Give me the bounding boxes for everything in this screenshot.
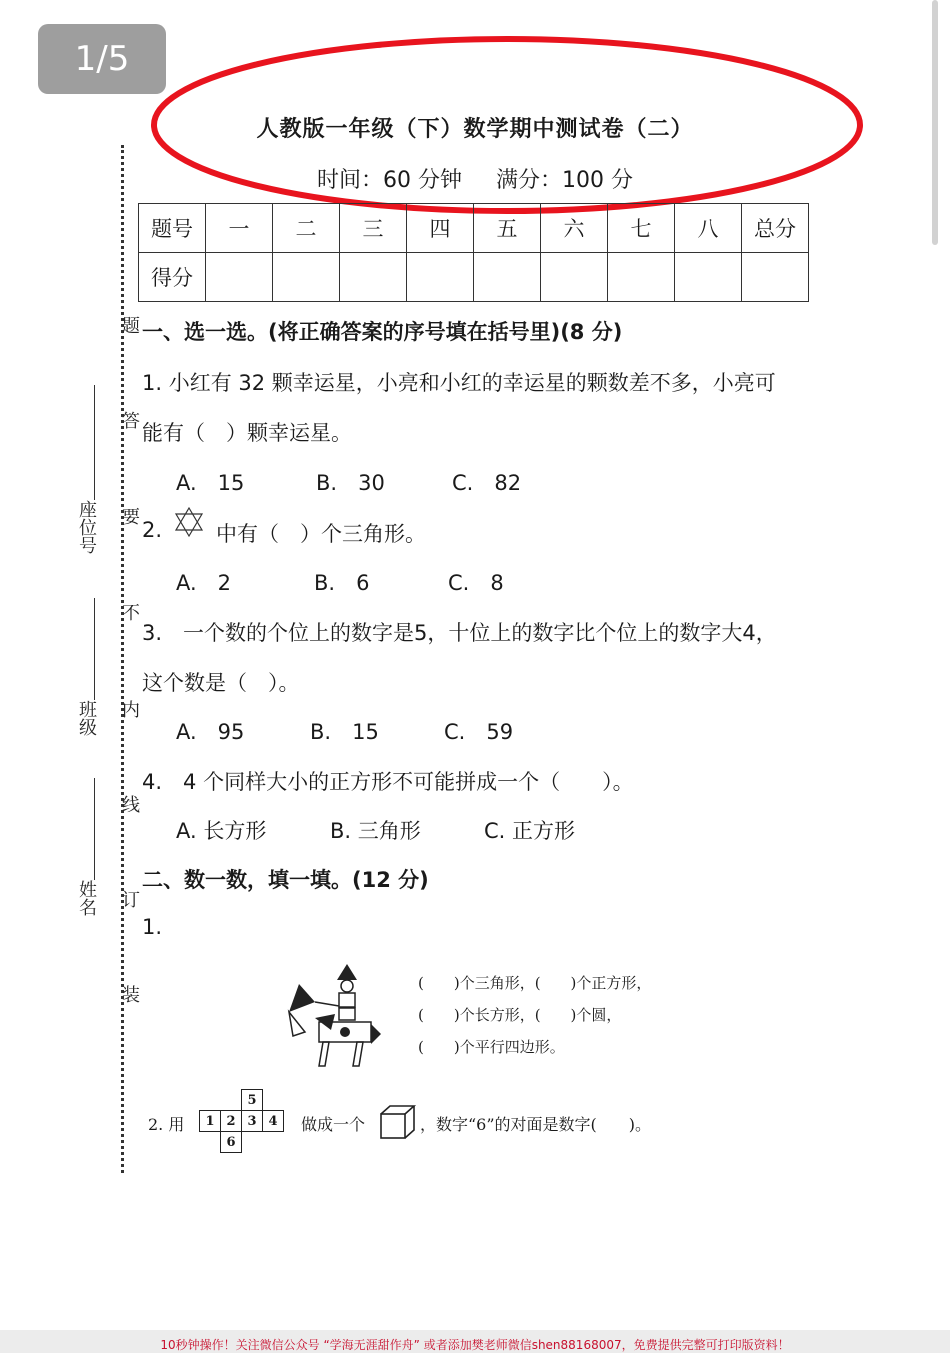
s2-q1-number: 1.: [142, 915, 163, 939]
q4-option-a[interactable]: A. 长方形: [176, 819, 267, 843]
binding-char: 内: [119, 700, 140, 718]
q1-options: [176, 467, 521, 497]
q1-option-a[interactable]: A. 15: [176, 471, 245, 495]
binding-char: 要: [119, 507, 140, 525]
binding-dotted-line: [121, 145, 124, 1173]
q1-option-b[interactable]: B. 30: [316, 471, 385, 495]
score-cell: [206, 253, 273, 302]
q2-option-c[interactable]: C. 8: [448, 571, 504, 595]
q3-line2: 这个数是（ ）。: [142, 671, 300, 695]
binding-char: 订: [119, 890, 140, 908]
class-label: 班级: [76, 700, 97, 736]
q3-option-b[interactable]: B. 15: [310, 720, 379, 744]
score-cell: [340, 253, 407, 302]
score-row-label: 得分: [139, 253, 206, 302]
exam-full-score: 满分：100 分: [496, 168, 633, 193]
fill-line-2: ( )个长方形，( )个圆，: [418, 1006, 622, 1024]
score-table-score-row: [139, 253, 809, 302]
score-header-cell: 总分: [742, 204, 809, 253]
name-blank[interactable]: [94, 778, 95, 880]
page-indicator: 1/5: [38, 24, 166, 94]
net-face: 1: [200, 1111, 221, 1132]
score-header-cell: 五: [474, 204, 541, 253]
q3-option-a[interactable]: A. 95: [176, 720, 245, 744]
q1-line2: 能有（ ）颗幸运星。: [142, 421, 352, 445]
q2-text: 中有（ ）个三角形。: [216, 522, 426, 546]
score-header-cell: 六: [541, 204, 608, 253]
score-table-header-row: [139, 204, 809, 253]
score-header-cell: 七: [608, 204, 675, 253]
q3-line1: 3. 一个数的个位上的数字是5，十位上的数字比个位上的数字大4，: [142, 621, 777, 645]
score-cell: [407, 253, 474, 302]
score-header-cell: 题号: [139, 204, 206, 253]
s2-q2-suffix: ，数字“6”的对面是数字( )。: [420, 1115, 652, 1134]
star-of-david-figure: [172, 505, 206, 539]
q4-options: [176, 815, 575, 845]
q2-option-b[interactable]: B. 6: [314, 571, 370, 595]
footer-banner: 10秒钟操作！关注微信公众号 “学海无涯甜作舟” 或者添加樊老师微信shen88168007，免费提供完整可打印版资料！: [0, 1330, 950, 1353]
q3-options: [176, 716, 513, 746]
binding-char: 答: [119, 411, 140, 429]
score-header-cell: 二: [273, 204, 340, 253]
seat-number-blank[interactable]: [94, 385, 95, 500]
binding-char: 线: [119, 795, 140, 813]
net-face: 4: [263, 1111, 284, 1132]
score-header-cell: 一: [206, 204, 273, 253]
q2-number: 2.: [142, 518, 163, 542]
score-cell: [675, 253, 742, 302]
s2-q2-middle: 做成一个: [301, 1115, 366, 1134]
score-cell: [608, 253, 675, 302]
net-face: 6: [221, 1132, 242, 1153]
cube-net: [199, 1089, 284, 1153]
score-cell: [474, 253, 541, 302]
fill-line-1: ( )个三角形，( )个正方形，: [418, 974, 652, 992]
scrollbar[interactable]: [932, 0, 938, 245]
q3-option-c[interactable]: C. 59: [444, 720, 514, 744]
score-header-cell: 八: [675, 204, 742, 253]
q4-text: 4. 4 个同样大小的正方形不可能拼成一个（ ）。: [142, 770, 634, 794]
score-table: [138, 203, 809, 302]
score-header-cell: 三: [340, 204, 407, 253]
q2-options: [176, 567, 504, 597]
q2-option-a[interactable]: A. 2: [176, 571, 232, 595]
net-face: 3: [242, 1111, 263, 1132]
name-label: 姓名: [76, 880, 97, 916]
cube-icon: [378, 1104, 418, 1142]
q1-line1: 1. 小红有 32 颗幸运星，小亮和小红的幸运星的颗数差不多，小亮可: [142, 371, 776, 395]
binding-char: 不: [119, 603, 140, 621]
section2-heading: 二、数一数，填一填。(12 分): [142, 868, 429, 892]
q4-option-b[interactable]: B. 三角形: [330, 819, 421, 843]
class-blank[interactable]: [94, 598, 95, 700]
net-face: 2: [221, 1111, 242, 1132]
shape-figure-picture: [285, 962, 385, 1070]
seat-number-label: 座位号: [76, 500, 97, 554]
binding-char: 题: [119, 316, 140, 334]
exam-title: 人教版一年级（下）数学期中测试卷（二）: [256, 117, 694, 142]
score-cell: [541, 253, 608, 302]
binding-char: 装: [119, 985, 140, 1003]
net-face: 5: [242, 1090, 263, 1111]
score-header-cell: 四: [407, 204, 474, 253]
section1-heading: 一、选一选。(将正确答案的序号填在括号里)(8 分): [142, 320, 623, 344]
exam-time: 时间：60 分钟: [317, 168, 462, 193]
s2-q2-prefix: 2. 用: [148, 1115, 185, 1134]
score-cell: [742, 253, 809, 302]
exam-meta: [140, 163, 810, 194]
score-cell: [273, 253, 340, 302]
fill-line-3: ( )个平行四边形。: [418, 1038, 565, 1056]
q4-option-c[interactable]: C. 正方形: [484, 819, 576, 843]
q1-option-c[interactable]: C. 82: [452, 471, 522, 495]
